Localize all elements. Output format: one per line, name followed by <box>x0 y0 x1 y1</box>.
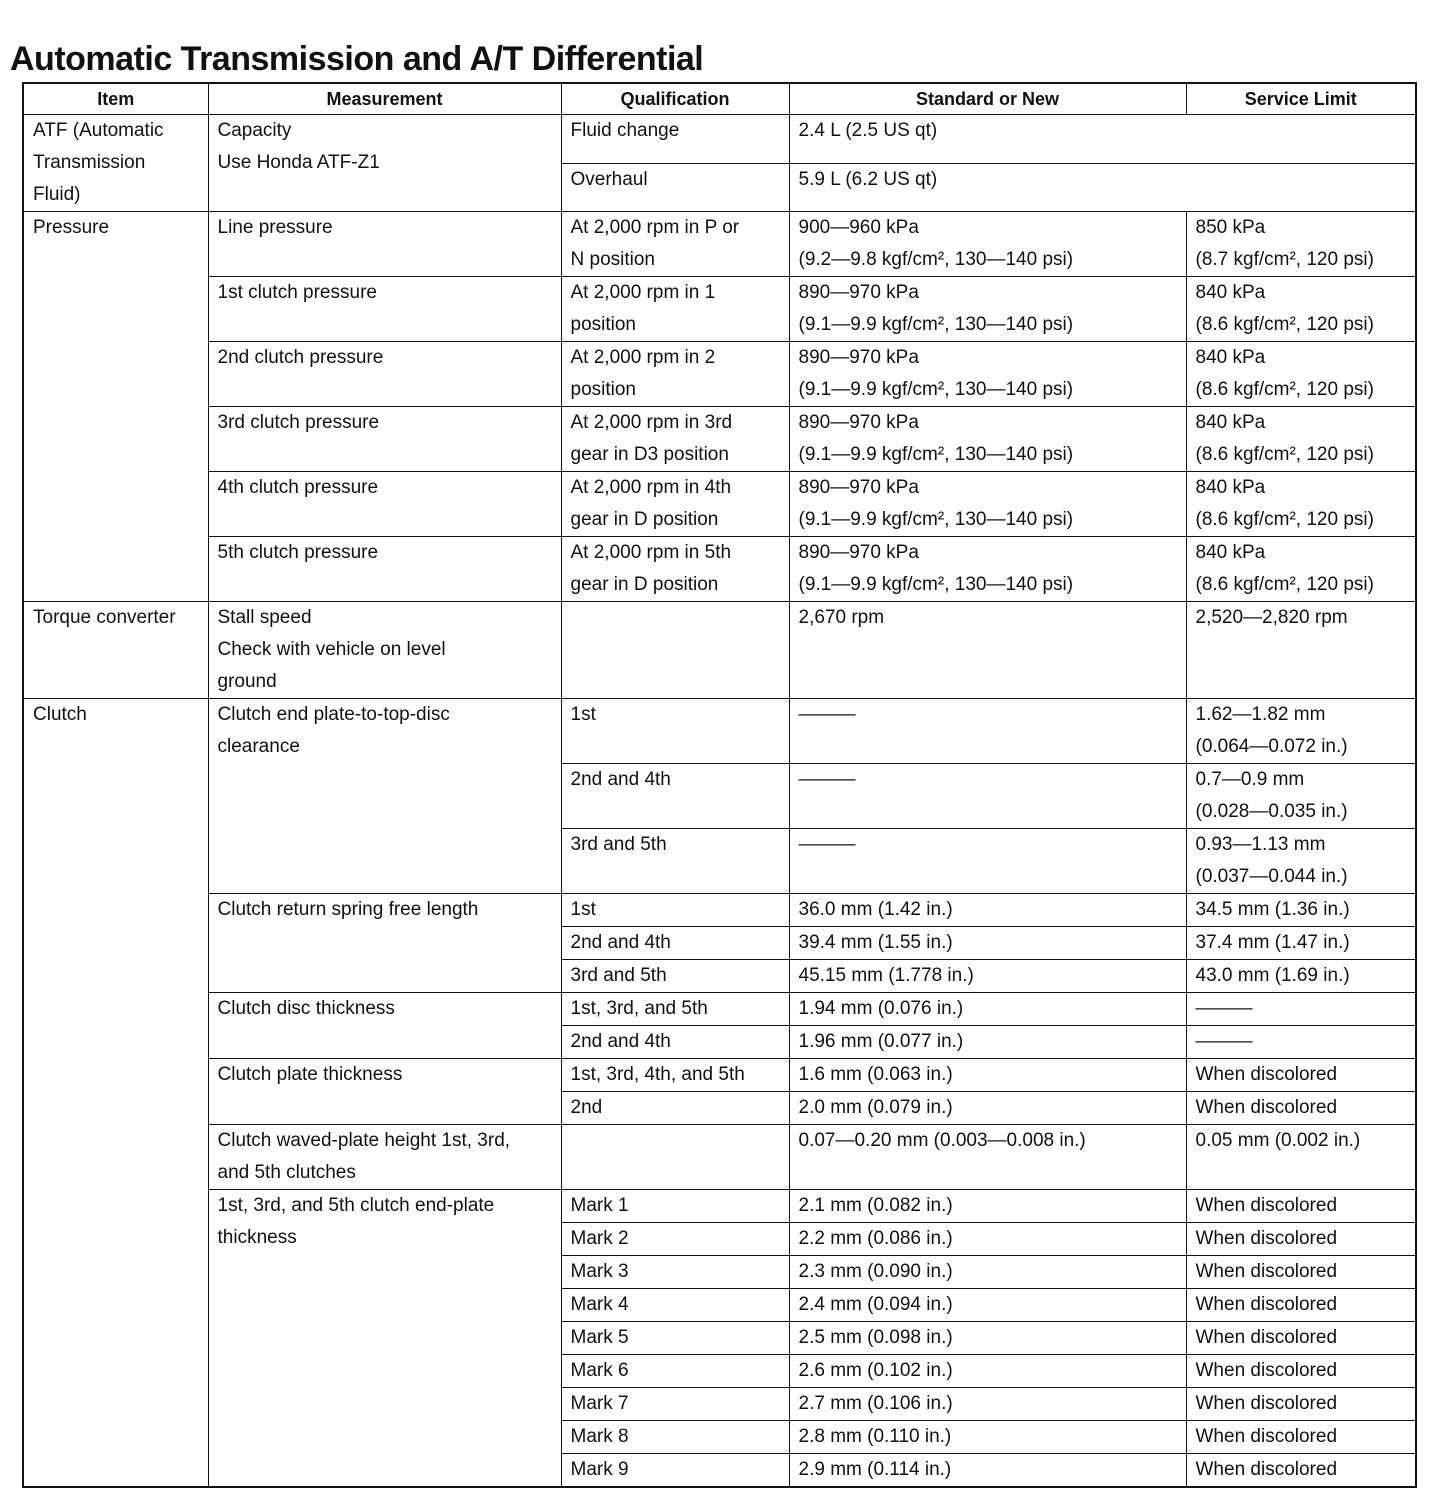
header-item: Item <box>23 83 208 115</box>
standard-cell: 5.9 L (6.2 US qt) <box>789 163 1416 212</box>
service-limit-cell: 0.93—1.13 mm (0.037—0.044 in.) <box>1186 829 1416 894</box>
header-measurement: Measurement <box>208 83 561 115</box>
standard-cell: 2.0 mm (0.079 in.) <box>789 1092 1186 1125</box>
service-limit-cell: 37.4 mm (1.47 in.) <box>1186 927 1416 960</box>
table-row <box>23 602 1416 699</box>
standard-cell: 890—970 kPa (9.1—9.9 kgf/cm², 130—140 psi) <box>789 472 1186 537</box>
measurement-cell: 1st clutch pressure <box>208 277 561 342</box>
qualification-cell: 1st, 3rd, 4th, and 5th <box>561 1059 789 1092</box>
standard-cell: 890—970 kPa (9.1—9.9 kgf/cm², 130—140 psi) <box>789 277 1186 342</box>
standard-cell: 2.3 mm (0.090 in.) <box>789 1256 1186 1289</box>
measurement-cell: 3rd clutch pressure <box>208 407 561 472</box>
qualification-cell: 3rd and 5th <box>561 960 789 993</box>
qualification-cell: At 2,000 rpm in 2 position <box>561 342 789 407</box>
item-cell: ATF (Automatic Transmission Fluid) <box>23 115 208 212</box>
qualification-cell: Mark 7 <box>561 1388 789 1421</box>
qualification-cell: Mark 8 <box>561 1421 789 1454</box>
header-qualification: Qualification <box>561 83 789 115</box>
qualification-cell: At 2,000 rpm in 4th gear in D position <box>561 472 789 537</box>
standard-cell: 2.7 mm (0.106 in.) <box>789 1388 1186 1421</box>
measurement-cell: 2nd clutch pressure <box>208 342 561 407</box>
service-limit-cell: 43.0 mm (1.69 in.) <box>1186 960 1416 993</box>
header-service-limit: Service Limit <box>1186 83 1416 115</box>
standard-cell: 1.94 mm (0.076 in.) <box>789 993 1186 1026</box>
service-limit-cell: When discolored <box>1186 1355 1416 1388</box>
measurement-cell: Clutch waved-plate height 1st, 3rd, and 5th clutches <box>208 1125 561 1190</box>
standard-cell: 2.5 mm (0.098 in.) <box>789 1322 1186 1355</box>
item-cell: Torque converter <box>23 602 208 699</box>
qualification-cell: Mark 5 <box>561 1322 789 1355</box>
qualification-cell: 1st <box>561 699 789 764</box>
qualification-cell: 2nd <box>561 1092 789 1125</box>
qualification-cell: Mark 4 <box>561 1289 789 1322</box>
qualification-cell: At 2,000 rpm in 3rd gear in D3 position <box>561 407 789 472</box>
standard-cell: 45.15 mm (1.778 in.) <box>789 960 1186 993</box>
table-row <box>23 277 1416 342</box>
standard-cell: 36.0 mm (1.42 in.) <box>789 894 1186 927</box>
qualification-cell: At 2,000 rpm in P or N position <box>561 212 789 277</box>
item-cell: Clutch <box>23 699 208 1488</box>
standard-cell: 2.4 mm (0.094 in.) <box>789 1289 1186 1322</box>
qualification-cell: 3rd and 5th <box>561 829 789 894</box>
qualification-cell: Mark 2 <box>561 1223 789 1256</box>
table-row <box>23 472 1416 537</box>
standard-cell: 890—970 kPa (9.1—9.9 kgf/cm², 130—140 psi) <box>789 537 1186 602</box>
standard-cell: ——— <box>789 764 1186 829</box>
service-limit-cell: When discolored <box>1186 1059 1416 1092</box>
table-row <box>23 894 1416 927</box>
qualification-cell: 2nd and 4th <box>561 927 789 960</box>
qualification-cell: Fluid change <box>561 115 789 164</box>
table-row <box>23 342 1416 407</box>
service-limit-cell: 840 kPa (8.6 kgf/cm², 120 psi) <box>1186 277 1416 342</box>
standard-cell: 1.96 mm (0.077 in.) <box>789 1026 1186 1059</box>
qualification-cell <box>561 1125 789 1190</box>
standard-cell: 1.6 mm (0.063 in.) <box>789 1059 1186 1092</box>
qualification-cell: At 2,000 rpm in 5th gear in D position <box>561 537 789 602</box>
service-limit-cell: 34.5 mm (1.36 in.) <box>1186 894 1416 927</box>
standard-cell: 2.2 mm (0.086 in.) <box>789 1223 1186 1256</box>
service-limit-cell: When discolored <box>1186 1289 1416 1322</box>
standard-cell: ——— <box>789 699 1186 764</box>
page-title: Automatic Transmission and A/T Differential <box>10 40 704 78</box>
measurement-cell: Capacity Use Honda ATF-Z1 <box>208 115 561 212</box>
standard-cell: ——— <box>789 829 1186 894</box>
qualification-cell <box>561 602 789 699</box>
service-limit-cell: When discolored <box>1186 1190 1416 1223</box>
table-row <box>23 1125 1416 1190</box>
service-limit-cell: 1.62—1.82 mm (0.064—0.072 in.) <box>1186 699 1416 764</box>
service-limit-cell: When discolored <box>1186 1421 1416 1454</box>
measurement-cell: 4th clutch pressure <box>208 472 561 537</box>
service-limit-cell: When discolored <box>1186 1092 1416 1125</box>
standard-cell: 900—960 kPa (9.2—9.8 kgf/cm², 130—140 psi) <box>789 212 1186 277</box>
service-limit-cell: When discolored <box>1186 1256 1416 1289</box>
measurement-cell: Stall speed Check with vehicle on level ground <box>208 602 561 699</box>
service-limit-cell: 840 kPa (8.6 kgf/cm², 120 psi) <box>1186 537 1416 602</box>
measurement-cell: Clutch return spring free length <box>208 894 561 993</box>
measurement-cell: Clutch disc thickness <box>208 993 561 1059</box>
standard-cell: 2.4 L (2.5 US qt) <box>789 115 1416 164</box>
standard-cell: 39.4 mm (1.55 in.) <box>789 927 1186 960</box>
service-limit-cell: 0.05 mm (0.002 in.) <box>1186 1125 1416 1190</box>
service-limit-cell: 0.7—0.9 mm (0.028—0.035 in.) <box>1186 764 1416 829</box>
standard-cell: 0.07—0.20 mm (0.003—0.008 in.) <box>789 1125 1186 1190</box>
table-row <box>23 115 1416 164</box>
standard-cell: 2.1 mm (0.082 in.) <box>789 1190 1186 1223</box>
table-row <box>23 1059 1416 1092</box>
qualification-cell: At 2,000 rpm in 1 position <box>561 277 789 342</box>
qualification-cell: 1st, 3rd, and 5th <box>561 993 789 1026</box>
qualification-cell: 2nd and 4th <box>561 1026 789 1059</box>
service-limit-cell: 840 kPa (8.6 kgf/cm², 120 psi) <box>1186 472 1416 537</box>
service-limit-cell: When discolored <box>1186 1454 1416 1488</box>
service-limit-cell: When discolored <box>1186 1388 1416 1421</box>
measurement-cell: Line pressure <box>208 212 561 277</box>
qualification-cell: Mark 6 <box>561 1355 789 1388</box>
table-row <box>23 699 1416 764</box>
service-limit-cell: 840 kPa (8.6 kgf/cm², 120 psi) <box>1186 342 1416 407</box>
header-standard: Standard or New <box>789 83 1186 115</box>
service-limit-cell: When discolored <box>1186 1223 1416 1256</box>
qualification-cell: Mark 3 <box>561 1256 789 1289</box>
standard-cell: 2.6 mm (0.102 in.) <box>789 1355 1186 1388</box>
service-limit-cell: ——— <box>1186 993 1416 1026</box>
standard-cell: 2.9 mm (0.114 in.) <box>789 1454 1186 1488</box>
item-cell: Pressure <box>23 212 208 602</box>
qualification-cell: 1st <box>561 894 789 927</box>
qualification-cell: Mark 9 <box>561 1454 789 1488</box>
table-row <box>23 993 1416 1026</box>
measurement-cell: 1st, 3rd, and 5th clutch end-plate thickness <box>208 1190 561 1488</box>
standard-cell: 890—970 kPa (9.1—9.9 kgf/cm², 130—140 psi) <box>789 407 1186 472</box>
service-limit-cell: 850 kPa (8.7 kgf/cm², 120 psi) <box>1186 212 1416 277</box>
measurement-cell: 5th clutch pressure <box>208 537 561 602</box>
measurement-cell: Clutch end plate-to-top-disc clearance <box>208 699 561 894</box>
service-limit-cell: 840 kPa (8.6 kgf/cm², 120 psi) <box>1186 407 1416 472</box>
table-row <box>23 407 1416 472</box>
standard-cell: 2.8 mm (0.110 in.) <box>789 1421 1186 1454</box>
standard-cell: 2,670 rpm <box>789 602 1186 699</box>
qualification-cell: Mark 1 <box>561 1190 789 1223</box>
standard-cell: 890—970 kPa (9.1—9.9 kgf/cm², 130—140 psi) <box>789 342 1186 407</box>
table-row <box>23 212 1416 277</box>
spec-table-body <box>23 115 1416 1488</box>
spec-table <box>22 82 1417 1488</box>
service-limit-cell: When discolored <box>1186 1322 1416 1355</box>
service-limit-cell: 2,520—2,820 rpm <box>1186 602 1416 699</box>
qualification-cell: 2nd and 4th <box>561 764 789 829</box>
table-row <box>23 1190 1416 1223</box>
qualification-cell: Overhaul <box>561 163 789 212</box>
table-row <box>23 537 1416 602</box>
header-row <box>23 83 1416 115</box>
measurement-cell: Clutch plate thickness <box>208 1059 561 1125</box>
service-limit-cell: ——— <box>1186 1026 1416 1059</box>
